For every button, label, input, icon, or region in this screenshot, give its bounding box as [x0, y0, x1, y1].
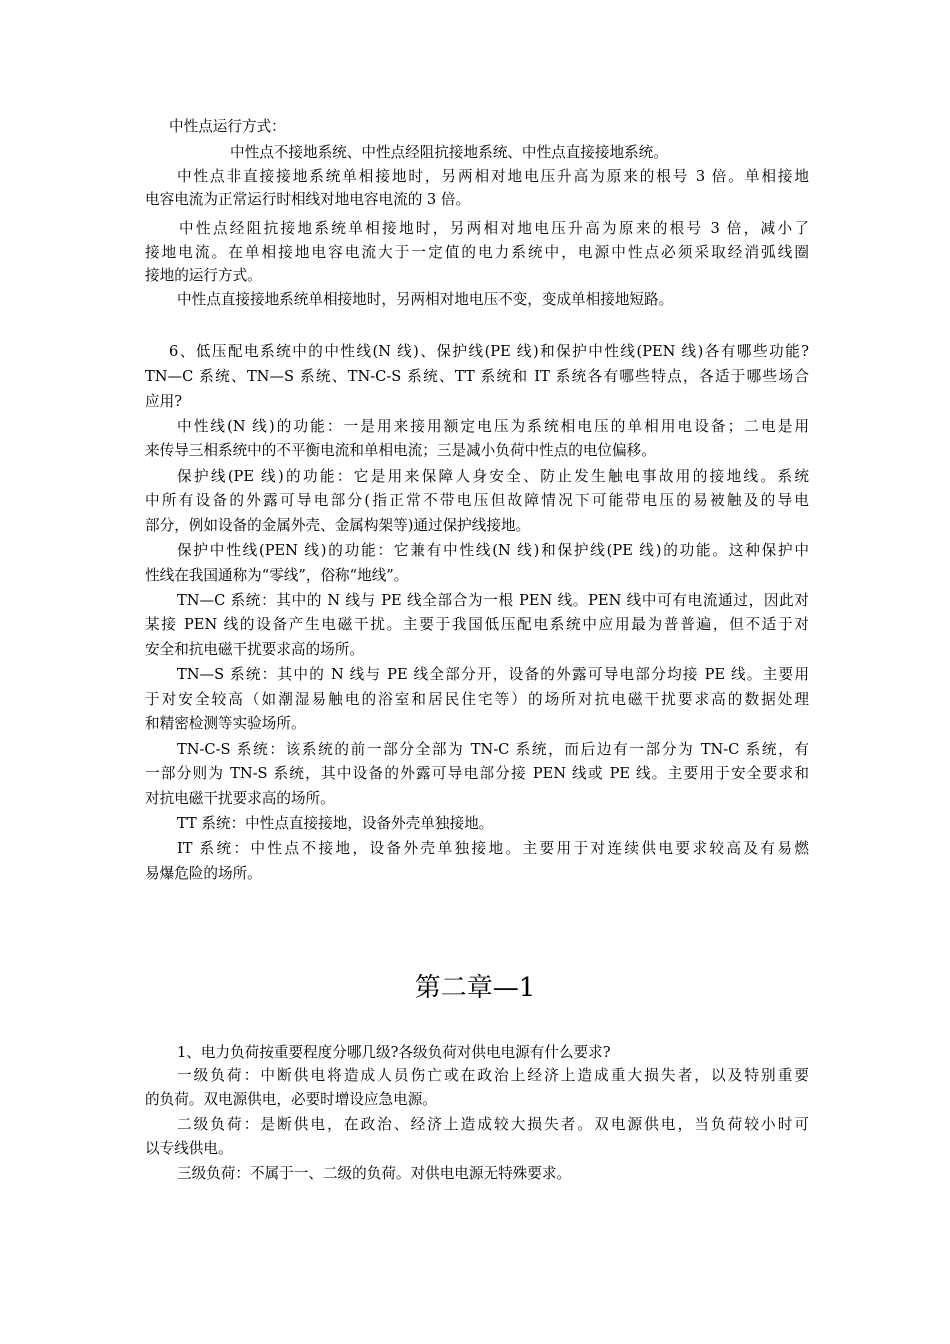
answer-line: 的负荷。双电源供电，必要时增设应急电源。 — [145, 1091, 437, 1108]
modes-list: 中性点不接地系统、中性点经阻抗接地系统、中性点直接接地系统。 — [230, 144, 668, 161]
answer-line: 于对安全较高（如潮湿易触电的浴室和居民住宅等）的场所对抗电磁干扰要求高的数据处理 — [145, 691, 809, 708]
answer-line: 中性线(N 线)的功能：一是用来接用额定电压为系统相电压的单相用电设备；二电是用 — [177, 418, 809, 435]
question-line: TN—C 系统、TN—S 系统、TN-C-S 系统、TT 系统和 IT 系统各有哪些特点，各适于哪些场合 — [145, 368, 809, 385]
paragraph-line: 接地电流。在单相接地电容电流大于一定值的电力系统中，电源中性点必须采取经消弧线圈 — [145, 244, 809, 261]
section-heading: 中性点运行方式： — [169, 118, 286, 135]
answer-line: 三级负荷：不属于一、二级的负荷。对供电电源无特殊要求。 — [177, 1165, 572, 1182]
answer-line: 性线在我国通称为“零线”，俗称“地线”。 — [145, 567, 409, 584]
answer-line: TN—C 系统：其中的 N 线与 PE 线全部合为一根 PEN 线。PEN 线中可有电流通过，因此对 — [177, 592, 809, 609]
answer-line: 保护线(PE 线)的功能：它是用来保障人身安全、防止发生触电事故用的接地线。系统 — [177, 468, 809, 485]
question-line: 1、电力负荷按重要程度分哪几级?各级负荷对供电电源有什么要求? — [177, 1044, 611, 1061]
question-line: 6、低压配电系统中的中性线(N 线)、保护线(PE 线)和保护中性线(PEN 线)各有哪些功能? — [169, 343, 809, 360]
answer-line: 部分，例如设备的金属外壳、金属构架等)通过保护线接地。 — [145, 517, 531, 534]
answer-line: IT 系统：中性点不接地，设备外壳单独接地。主要用于对连续供电要求较高及有易燃 — [177, 840, 809, 857]
paragraph-line: 中性点直接接地系统单相接地时，另两相对地电压不变，变成单相接地短路。 — [177, 291, 674, 308]
answer-line: 中所有设备的外露可导电部分(指正常不带电压但故障情况下可能带电压的易被触及的导电 — [145, 492, 809, 509]
answer-line: 某接 PEN 线的设备产生电磁干扰。主要于我国低压配电系统中应用最为普普遍，但不适于对 — [145, 616, 809, 633]
paragraph-line: 接地的运行方式。 — [145, 267, 262, 284]
answer-line: 以专线供电。 — [145, 1140, 233, 1157]
answer-line: 易爆危险的场所。 — [145, 865, 262, 882]
paragraph-line: 电容电流为正常运行时相线对地电容电流的 3 倍。 — [145, 191, 471, 208]
chapter-title: 第二章—1 — [414, 973, 536, 1003]
paragraph-line: 中性点非直接接地系统单相接地时，另两相对地电压升高为原来的根号 3 倍。单相接地 — [177, 168, 809, 185]
question-line: 应用? — [145, 393, 183, 410]
answer-line: 一部分则为 TN-S 系统，其中设备的外露可导电部分接 PEN 线或 PE 线。主要用于安全要求和 — [145, 765, 809, 782]
answer-line: 安全和抗电磁干扰要求高的场所。 — [145, 641, 364, 658]
answer-line: 保护中性线(PEN 线)的功能：它兼有中性线(N 线)和保护线(PE 线)的功能。这种保护中 — [177, 542, 809, 559]
answer-line: 来传导三相系统中的不平衡电流和单相电流；三是减小负荷中性点的电位偏移。 — [145, 442, 656, 459]
answer-line: TT 系统：中性点直接接地，设备外壳单独接地。 — [177, 815, 494, 832]
answer-line: 二级负荷：是断供电，在政治、经济上造成较大损失者。双电源供电，当负荷较小时可 — [177, 1116, 809, 1133]
answer-line: TN-C-S 系统：该系统的前一部分全部为 TN-C 系统，而后边有一部分为 TN-C 系统，有 — [177, 741, 809, 758]
answer-line: 和精密检测等实验场所。 — [145, 715, 306, 732]
paragraph-line: 中性点经阻抗接地系统单相接地时，另两相对地电压升高为原来的根号 3 倍，减小了 — [179, 220, 809, 237]
answer-line: 一级负荷：中断供电将造成人员伤亡或在政治上经济上造成重大损失者，以及特别重要 — [177, 1067, 809, 1084]
answer-line: 对抗电磁干扰要求高的场所。 — [145, 790, 335, 807]
answer-line: TN—S 系统：其中的 N 线与 PE 线全部分开，设备的外露可导电部分均接 PE 线。主要用 — [177, 666, 809, 683]
